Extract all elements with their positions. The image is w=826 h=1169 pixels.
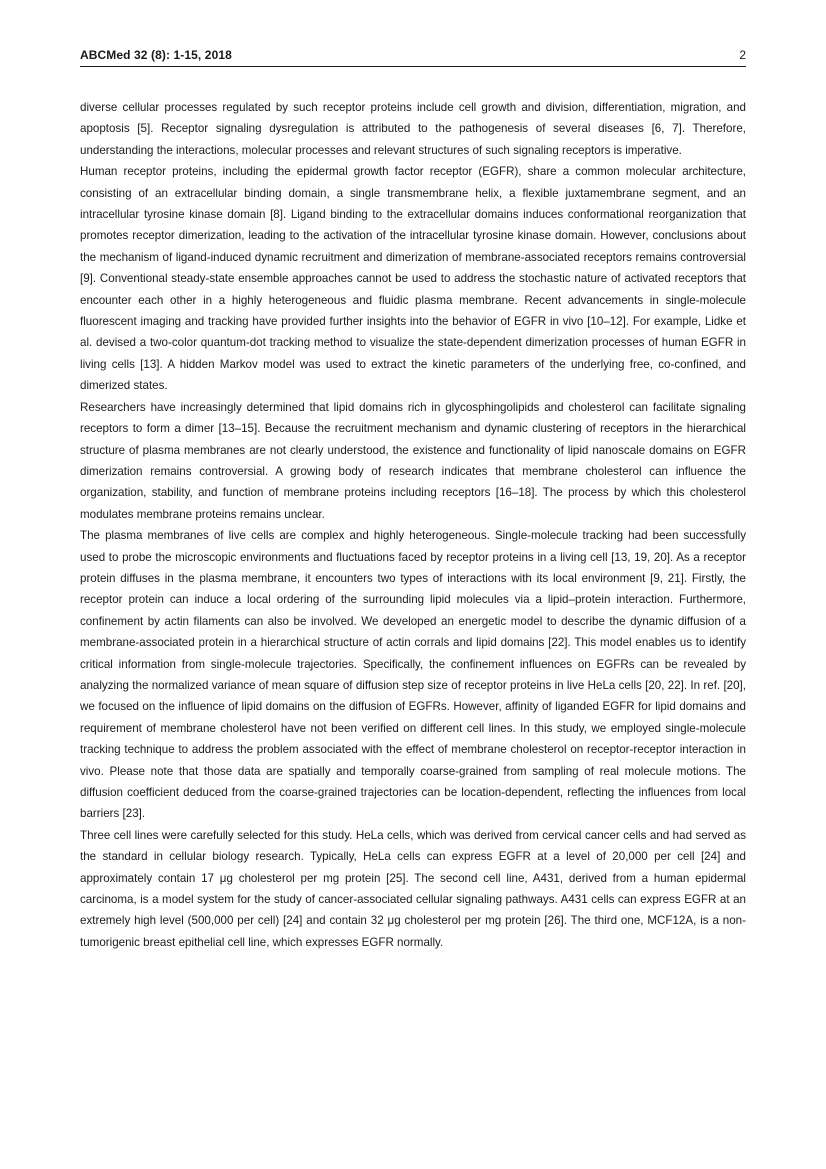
paragraph-5: Three cell lines were carefully selected for this study. HeLa cells, which was derived from cervical cancer cells and had served as the standard in cellular biology research. Typically, HeLa cells can express EGFR at a level of 20,000 per cell [24] and approximately contain 17 μg cholesterol per mg protein [25]. The second cell line, A431, derived from a human epidermal carcinoma, is a model system for the study of cancer-associated cellular signaling pathways. A431 cells can express EGFR at an extremely high level (500,000 per cell) [24] and contain 32 μg cholesterol per mg protein [26]. The third one, MCF12A, is a non-tumorigenic breast epithelial cell line, which expresses EGFR normally. <box>80 828 746 949</box>
page-number: 2 <box>739 48 746 62</box>
page-header <box>80 48 746 67</box>
paragraph-4: The plasma membranes of live cells are complex and highly heterogeneous. Single-molecule tracking had been successfully used to probe the microscopic environments and fluctuations faced by receptor proteins in a living cell [13, 19, 20]. As a receptor protein diffuses in the plasma membrane, it encounters two types of interactions with its local environment [9, 21]. Firstly, the receptor protein can induce a local ordering of the surrounding lipid molecules via a lipid–protein interaction. Furthermore, confinement by actin filaments can also be involved. We developed an energetic model to describe the dynamic diffusion of a membrane-associated protein in a hierarchical structure of actin corrals and lipid domains [22]. This model enables us to identify critical information from single-molecule trajectories. Specifically, the confinement influences on EGFRs can be revealed by analyzing the normalized variance of mean square of diffusion step size of receptor proteins in live HeLa cells [20, 22]. In ref. [20], we focused on the influence of lipid domains on the diffusion of EGFRs. However, affinity of liganded EGFR for lipid domains and requirement of membrane cholesterol have not been verified on different cell lines. In this study, we employed single-molecule tracking technique to address the problem associated with the effect of membrane cholesterol on receptor-receptor interaction in vivo. Please note that those data are spatially and temporally coarse-grained from sampling of real molecule motions. The diffusion coefficient deduced from the coarse-grained trajectories can be location-dependent, reflecting the influences from local barriers [23]. <box>80 529 746 821</box>
paragraph-1: diverse cellular processes regulated by such receptor proteins include cell growth and division, differentiation, migration, and apoptosis [5]. Receptor signaling dysregulation is attributed to the pathogenesis of several diseases [6, 7]. Therefore, understanding the interactions, molecular processes and relevant structures of such signaling receptors is imperative. <box>80 101 746 157</box>
paragraph-2: Human receptor proteins, including the epidermal growth factor receptor (EGFR), share a common molecular architecture, consisting of an extracellular binding domain, a single transmembrane helix, a flexible juxtamembrane segment, and an intracellular tyrosine kinase domain [8]. Ligand binding to the extracellular domains induces conformational reorganization that promotes receptor dimerization, leading to the activation of the intracellular tyrosine kinase domain. However, conclusions about the mechanism of ligand-induced dynamic recruitment and dimerization of membrane-associated receptors remains controversial [9]. Conventional steady-state ensemble approaches cannot be used to address the stochastic nature of activated receptors that encounter each other in a highly heterogeneous and fluidic plasma membrane. Recent advancements in single-molecule fluorescent imaging and tracking have provided further insights into the behavior of EGFR in vivo [10–12]. For example, Lidke et al. devised a two-color quantum-dot tracking method to visualize the state-dependent dimerization processes of human EGFR in living cells [13]. A hidden Markov model was used to extract the kinetic parameters of the underlying free, co-confined, and dimerized states. <box>80 165 746 393</box>
body-text <box>80 97 746 953</box>
journal-citation: ABCMed 32 (8): 1-15, 2018 <box>80 48 232 62</box>
paragraph-3: Researchers have increasingly determined that lipid domains rich in glycosphingolipids and cholesterol can facilitate signaling receptors to form a dimer [13–15]. Because the recruitment mechanism and dynamic clustering of receptors in the hierarchical structure of plasma membranes are not clearly understood, the existence and functionality of lipid nanoscale domains on EGFR dimerization remains controversial. A growing body of research indicates that membrane cholesterol can influence the organization, stability, and function of membrane proteins including receptors [16–18]. The process by which this cholesterol modulates membrane proteins remains unclear. <box>80 400 746 521</box>
